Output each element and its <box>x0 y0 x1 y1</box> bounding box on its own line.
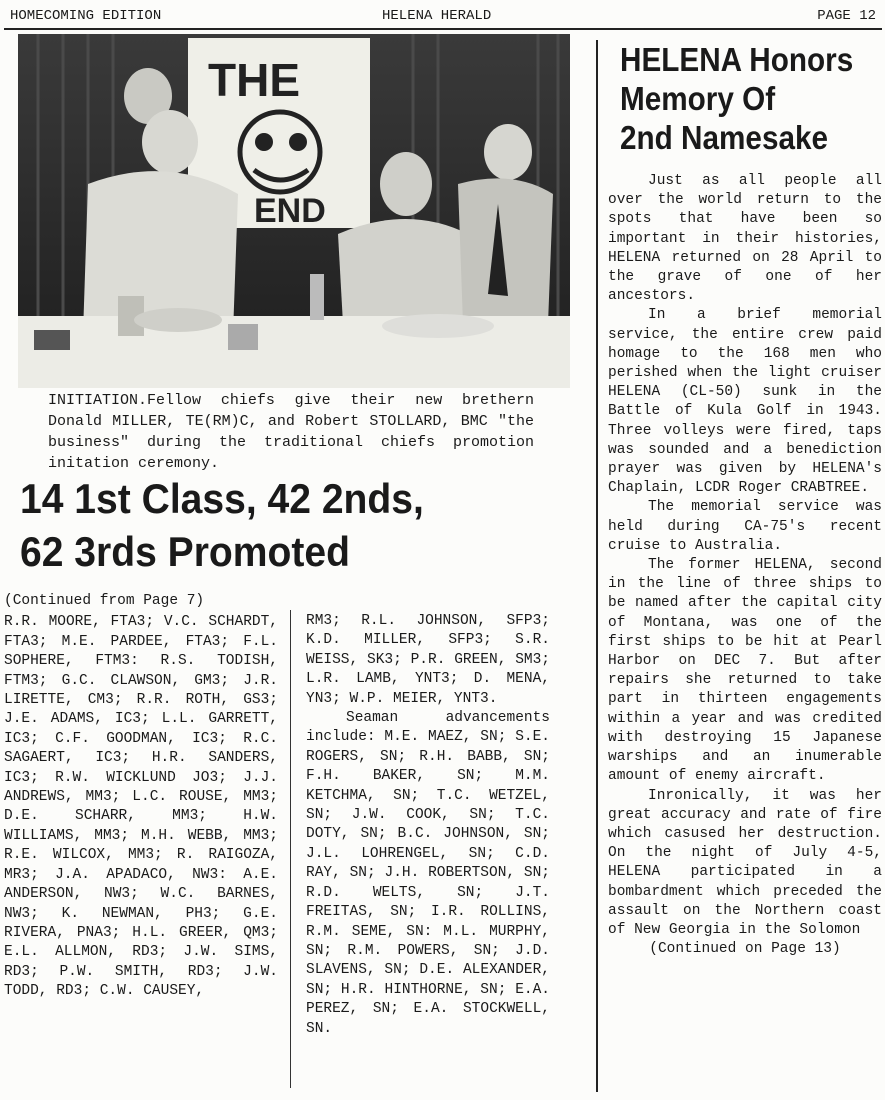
continued-from: (Continued from Page 7) <box>4 593 205 609</box>
seaman-advancements: Seaman advancements include: M.E. MAEZ, SN; S.E. ROGERS, SN; R.H. BABB, SN; F.H. BAKER, SN; M.M. KETCHMA, SN; T.C. WETZEL, SN; J.W. COOK, SN; T.C. DOTY, SN; B.C. JOHNSON, SN; J.L. LOHRENGEL, SN; C.D. RAY, SN; J.H. ROBERTSON, SN; R.D. WELTS, SN; J.T. FREITAS, SN; I.R. ROLLINS, R.M. SEME, SN: M.L. MURPHY, SN; R.M. POWERS, SN; J.D. SLAVENS, SN; D.E. ALEXANDER, SN; H.R. HINTHORNE, SN; E.A. PEREZ, SN; E.A. STOCKWELL, SN. <box>306 710 550 1037</box>
promotion-list-middle: RM3; R.L. JOHNSON, SFP3; K.D. MILLER, SFP3; S.R. WEISS, SK3; P.R. GREEN, SM3; L.R. LAMB, YNT3; D. MENA, YN3; W.P. MEIER, YNT3. <box>306 613 550 707</box>
poster-text-bottom: END <box>254 192 326 230</box>
promotion-headline <box>20 472 541 578</box>
photo-of-chiefs-initiation-icon <box>18 34 570 388</box>
memorial-headline-line1: HELENA Honors <box>620 41 854 78</box>
caption-lead: INITIATION. <box>48 392 148 409</box>
column-divider-right <box>596 40 598 1092</box>
photo-caption <box>48 390 534 474</box>
memorial-headline <box>620 40 863 157</box>
memorial-paragraph-3: The memorial service was held during CA-75's recent cruise to Australia. <box>608 499 882 554</box>
poster-text-top: THE <box>208 54 300 106</box>
memorial-article-body <box>608 172 882 959</box>
memorial-paragraph-1: Just as all people all over the world return to the spots that have been so important in their histories, HELENA returned on 28 April to the grave of one of her ancestors. <box>608 173 882 305</box>
header-rule <box>4 28 882 30</box>
promotion-list-left: R.R. MOORE, FTA3; V.C. SCHARDT, FTA3; M.E. PARDEE, FTA3; F.L. SOPHERE, FTM3: R.S. TODISH, FTM3; G.C. CLAWSON, GM3; J.R. LIRETTE, CM3; R.R. ROTH, GS3; J.E. ADAMS, IC3; L.L. GARRETT, IC3; C.F. GOODMAN, IC3; R.C. SAGAERT, IC3; H.R. SANDERS, IC3; R.W. WICKLUND JO3; J.J. ANDREWS, MM3; L.C. ROUSE, MM3; D.E. SCHARR, MM3; H.W. WILLIAMS, MM3; M.H. WEBB, MM3; R.E. WILCOX, MM3; R. RAIGOZA, MR3; J.A. APADACO, NW3: A.E. ANDERSON, NW3; W.C. BARNES, NW3; K. NEWMAN, PH3; G.E. RIVERA, PNA3; H.L. GREER, QM3; E.L. ALLMON, RD3; J.W. SIMS, RD3; P.W. SMITH, RD3; J.W. TODD, RD3; C.W. CAUSEY, <box>4 614 278 1000</box>
caption-text: Fellow chiefs give their new brethern Donald MILLER, TE(RM)C, and Robert STOLLARD, BMC "the business" during the traditional chiefs promotion initation ceremony. <box>48 392 534 472</box>
continued-on: (Continued on Page 13) <box>649 941 841 958</box>
page-number: PAGE 12 <box>817 8 876 24</box>
page-header <box>4 6 882 26</box>
memorial-paragraph-4: The former HELENA, second in the line of three ships to be named after the capital city of Montana, was one of the first ships to be hit at Pearl Harbor on DEC 7. But after repairs she returned to take part in thirteen engagements within a year and was credited with destroying 15 Japanese warships and an inumerable amount of enemy aircraft. <box>608 557 882 785</box>
initiation-photo <box>18 34 570 388</box>
newspaper-name: HELENA HERALD <box>382 8 492 24</box>
memorial-paragraph-2: In a brief memorial service, the entire crew paid homage to the 168 men who perished when the light cruiser HELENA (CL-50) sunk in the Battle of Kula Golf in 1943. Three volleys were fired, taps was sounded and a benediction prayer was given by HELENA's Chaplain, LCDR Roger CRABTREE. <box>608 307 882 497</box>
memorial-paragraph-5: Inronically, it was her great accuracy and rate of fire which casused her destruction. On the night of July 4-5, HELENA participated in a bombardment which preceded the assault on the Northern coast of New Georgia in the Solomon <box>608 787 882 938</box>
memorial-headline-line3: 2nd Namesake <box>620 119 829 156</box>
promotion-column-left <box>4 592 278 1002</box>
promotion-headline-line2: 62 3rds Promoted <box>20 528 350 575</box>
memorial-headline-line2: Memory Of <box>620 80 776 117</box>
column-divider-left <box>290 610 291 1088</box>
promotion-column-middle <box>306 612 550 1039</box>
promotion-headline-line1: 14 1st Class, 42 2nds, <box>20 475 424 522</box>
edition-label: HOMECOMING EDITION <box>10 8 162 24</box>
